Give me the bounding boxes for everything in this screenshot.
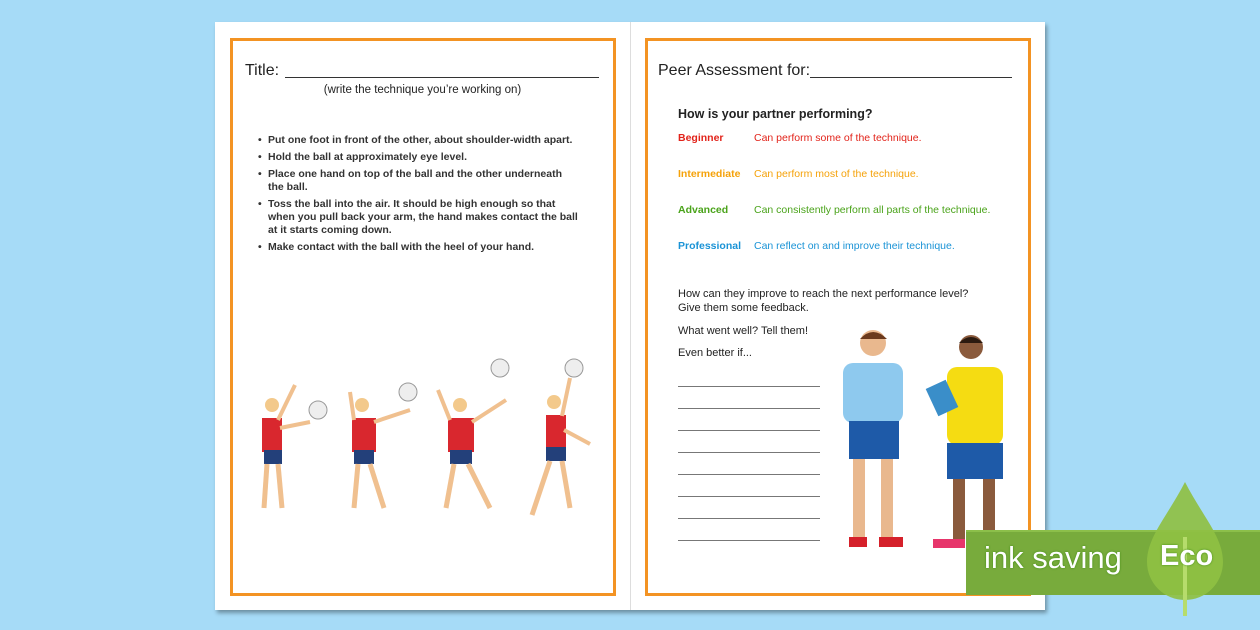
performance-question: How is your partner performing? <box>678 107 873 121</box>
title-label: Title: <box>245 62 280 79</box>
player-figure-2 <box>350 383 417 508</box>
peer-name-write-line[interactable] <box>810 62 1012 78</box>
step-item: • Place one hand on top of the ball and the other underneath the ball. <box>258 168 578 194</box>
female-assessor-figure <box>926 335 1003 548</box>
level-advanced: Advanced <box>678 204 729 216</box>
step-item: • Hold the ball at approximately eye level. <box>258 151 578 164</box>
title-write-line[interactable] <box>285 62 599 78</box>
eco-label: Eco <box>1160 540 1214 572</box>
feedback-write-line[interactable] <box>678 540 820 541</box>
level-beginner-desc: Can perform some of the technique. <box>754 132 922 144</box>
level-beginner: Beginner <box>678 132 724 144</box>
player-figure-3 <box>438 359 509 508</box>
serve-sequence-illustration <box>250 350 610 530</box>
title-hint: (write the technique you’re working on) <box>323 84 522 96</box>
player-figure-4 <box>532 359 590 515</box>
step-item: • Toss the ball into the air. It should be high enough so that when you pull back your arm, the hand makes contact the ball at it starts coming down. <box>258 198 578 237</box>
feedback-write-line[interactable] <box>678 386 820 387</box>
male-player-figure <box>843 330 903 547</box>
step-item: • Put one foot in front of the other, about shoulder-width apart. <box>258 134 578 147</box>
coach-and-assessor-illustration <box>835 325 1015 560</box>
went-well-prompt: What went well? Tell them! <box>678 325 809 337</box>
level-advanced-desc: Can consistently perform all parts of the technique. <box>754 204 991 216</box>
player-figure-1 <box>262 385 327 508</box>
peer-assessment-label: Peer Assessment for: <box>658 62 811 79</box>
feedback-write-line[interactable] <box>678 408 820 409</box>
feedback-write-line[interactable] <box>678 518 820 519</box>
level-intermediate: Intermediate <box>678 168 741 180</box>
ink-saving-label: ink saving <box>984 540 1122 575</box>
level-intermediate-desc: Can perform most of the technique. <box>754 168 919 180</box>
improve-prompt: How can they improve to reach the next performance level? Give them some feedback. <box>678 288 969 314</box>
even-better-prompt: Even better if... <box>678 347 752 359</box>
level-professional: Professional <box>678 240 742 252</box>
level-professional-desc: Can reflect on and improve their technique. <box>754 240 955 252</box>
step-item: • Make contact with the ball with the heel of your hand. <box>258 241 578 254</box>
feedback-write-line[interactable] <box>678 474 820 475</box>
feedback-write-line[interactable] <box>678 452 820 453</box>
technique-steps <box>258 134 578 258</box>
page-fold <box>630 22 631 610</box>
feedback-write-line[interactable] <box>678 430 820 431</box>
feedback-write-line[interactable] <box>678 496 820 497</box>
